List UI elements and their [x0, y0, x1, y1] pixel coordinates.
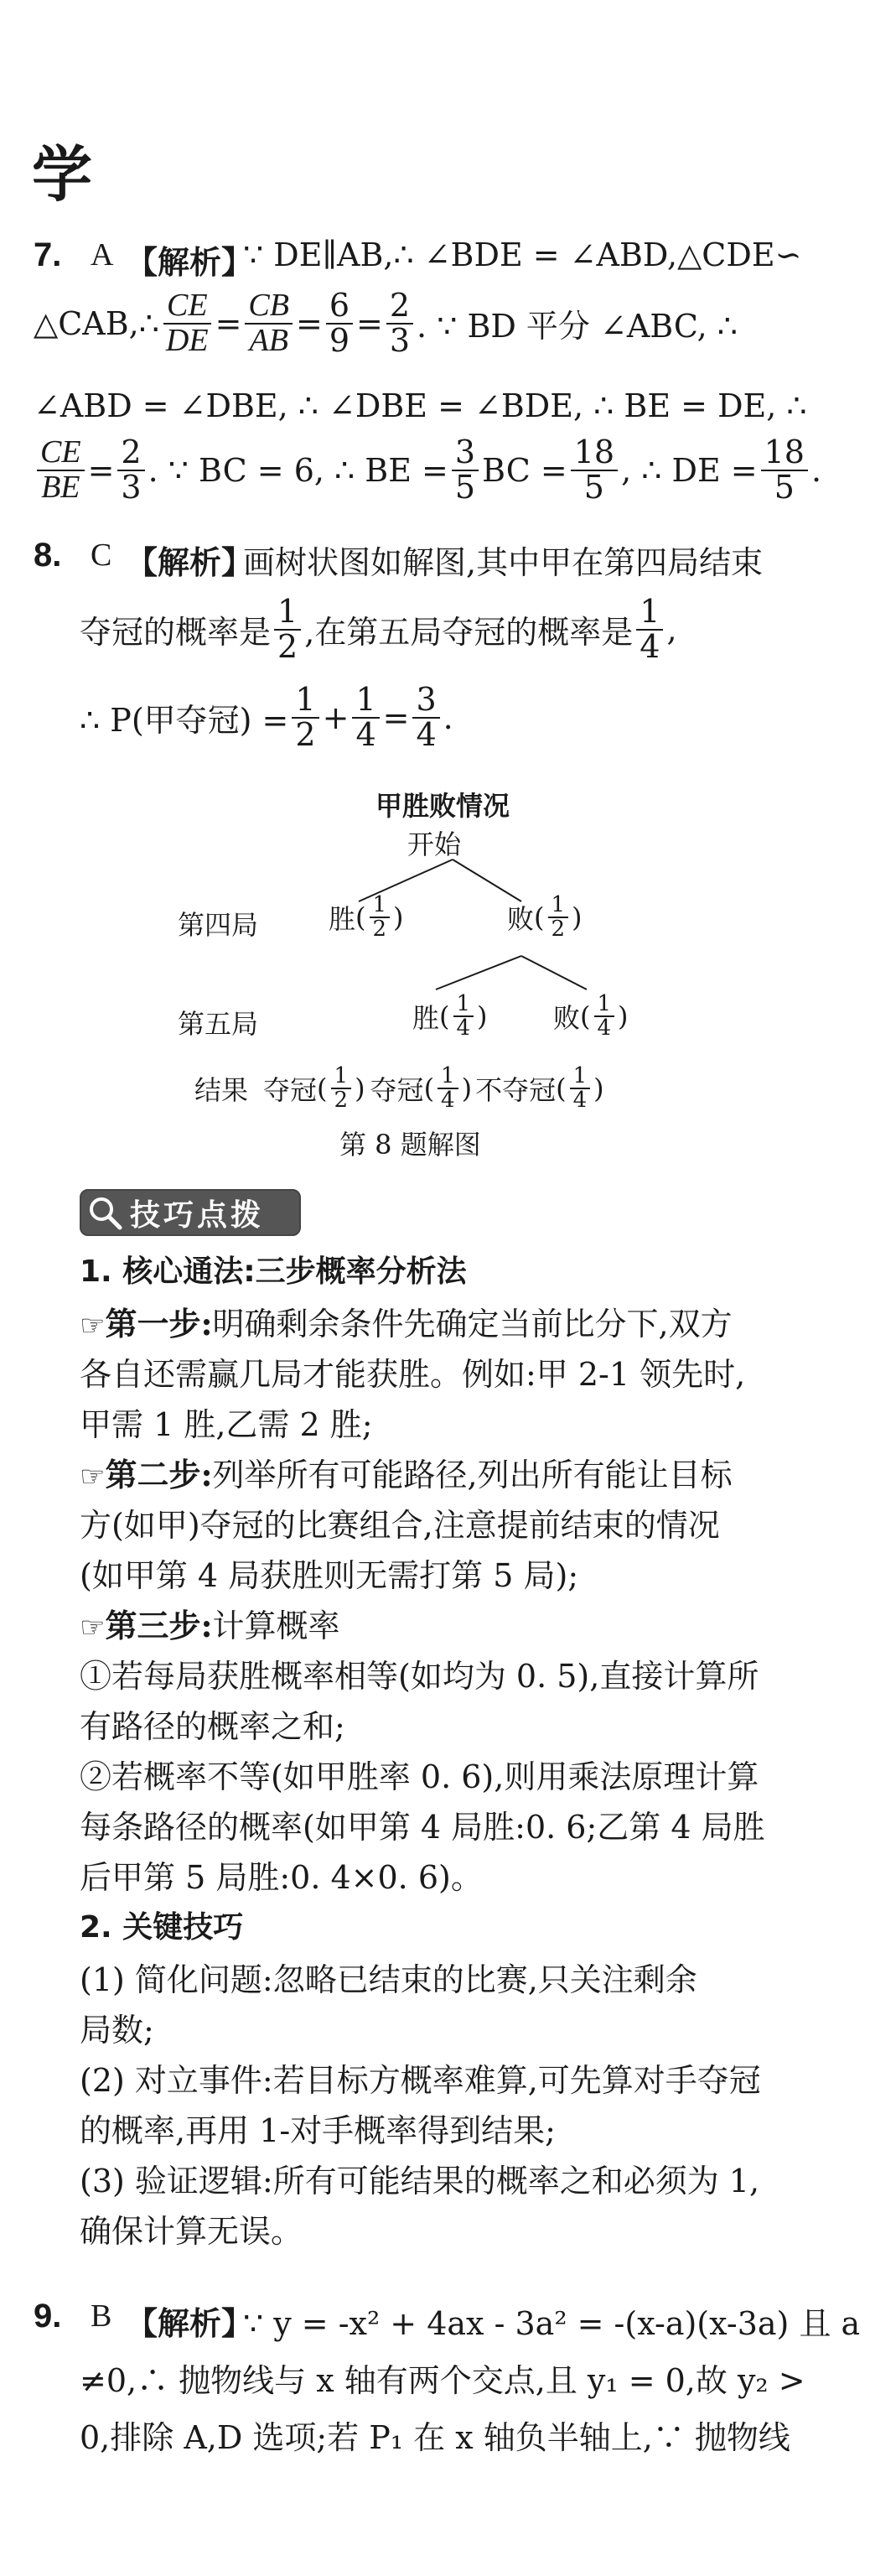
frac-numerator: 1: [548, 894, 569, 918]
prob-quarter: [594, 993, 615, 1041]
prob-quarter: [438, 1065, 458, 1113]
tip1-line1: (1) 简化问题:忽略已结束的比赛,只关注剩余: [80, 1961, 697, 1998]
frac-denominator: 2: [334, 1088, 349, 1114]
step1-label: 第一步:: [105, 1305, 213, 1343]
q8-line2-tail: ,: [666, 610, 677, 648]
step3-text: 计算概率: [212, 1607, 340, 1644]
q9-analysis-tag: 【解析】: [126, 2304, 254, 2342]
step1-line1: [80, 1298, 733, 1344]
q8-line2-mid: ,在第五局夺冠的概率是: [304, 614, 634, 652]
q7-line4-de: , ∴ DE =: [621, 451, 758, 489]
tips-badge: [80, 1189, 301, 1236]
tips-section2-title: 2. 关键技巧: [80, 1910, 244, 1945]
case2-line1: ②若概率不等(如甲胜率 0. 6),则用乘法原理计算: [80, 1758, 759, 1795]
paren-close: ): [355, 1072, 365, 1105]
frac-numerator: 1: [274, 595, 301, 631]
result-row: [194, 1065, 604, 1113]
tip2-line2: 的概率,再用 1-对手概率得到结果;: [80, 2112, 556, 2149]
step2-line3: (如甲第 4 局获胜则无需打第 5 局);: [80, 1557, 579, 1594]
frac-denominator: 2: [277, 627, 298, 665]
row4-label: 第四局: [178, 909, 259, 941]
frac-numerator: 3: [452, 436, 479, 471]
subject-header: 学: [32, 139, 93, 210]
frac-denominator: 4: [597, 1015, 612, 1041]
frac-denominator: 3: [389, 321, 411, 359]
q8-line1: 画树状图如解图,其中甲在第四局结束: [243, 544, 764, 581]
frac-denominator: BE: [41, 469, 80, 505]
q9-answer: B: [91, 2298, 112, 2334]
frac-denominator: 4: [572, 1088, 588, 1114]
q8-analysis-tag: 【解析】: [126, 543, 254, 581]
frac-numerator: 6: [326, 289, 353, 325]
frac-denominator: 4: [416, 715, 437, 753]
frac-numerator: 1: [453, 993, 474, 1017]
frac-numerator: 1: [570, 1065, 591, 1089]
prob-quarter: [570, 1065, 591, 1113]
frac-numerator: 1: [292, 683, 318, 719]
frac-numerator: 1: [636, 595, 663, 631]
frac-numerator: 3: [412, 683, 439, 719]
result-label: 结果: [194, 1074, 249, 1107]
frac-denominator: 4: [441, 1088, 455, 1114]
paren-close: ): [618, 1000, 629, 1033]
branch-lose-win: [436, 956, 521, 989]
frac-numerator: 2: [117, 436, 144, 471]
tree-caption: 第 8 题解图: [339, 1129, 481, 1161]
prob-half: [331, 1065, 352, 1113]
q7-analysis-tag: 【解析】: [126, 243, 254, 281]
frac-numerator: 1: [331, 1065, 352, 1089]
tip3-line1: (3) 验证逻辑:所有可能结果的概率之和必须为 1,: [80, 2163, 760, 2199]
frac-denominator: DE: [165, 322, 209, 358]
paren-open: (: [580, 1000, 591, 1033]
paren-close: ): [393, 901, 404, 934]
frac-denominator: 9: [329, 321, 350, 359]
step2-line1: [80, 1449, 733, 1495]
case1-line2: 有路径的概率之和;: [80, 1708, 345, 1745]
paren-open: (: [317, 1072, 328, 1105]
row4-win: [329, 894, 404, 942]
row5-lose: [553, 993, 629, 1041]
q9-line1: ∵ y = -x² + 4ax - 3a² = -(x-a)(x-3a) 且 a: [243, 2305, 861, 2342]
q7-line4-bc: BC =: [482, 451, 567, 489]
branch-lose-lose: [521, 956, 587, 989]
magnifier-icon: [85, 1192, 125, 1233]
frac-numerator: 1: [352, 683, 379, 719]
case2-line3: 后甲第 5 局胜:0. 4×0. 6)。: [80, 1859, 483, 1896]
row5-label: 第五局: [178, 1008, 259, 1040]
lose-label: 败: [553, 1002, 581, 1035]
frac-numerator: 2: [386, 289, 413, 325]
step1-line2: 各自还需赢几局才能获胜。例如:甲 2-1 领先时,: [80, 1356, 746, 1393]
q9-number: 9.: [34, 2298, 62, 2334]
q7-line1: ∵ DE∥AB,∴ ∠BDE = ∠ABD,△CDE∽: [243, 236, 802, 273]
q8-line3-lead: ∴ P(甲夺冠) =: [80, 702, 289, 740]
step1-text: 明确剩余条件先确定当前比分下,双方: [212, 1306, 733, 1343]
paren-close: ): [477, 1000, 488, 1033]
prob-half: [548, 894, 569, 942]
frac-numerator: CE: [163, 289, 211, 325]
paren-open: (: [355, 901, 366, 934]
q9-line2: ≠0,∴ 抛物线与 x 轴有两个交点,且 y₁ = 0,故 y₂ >: [80, 2362, 805, 2399]
step2-text: 列举所有可能路径,列出所有能让目标: [212, 1457, 733, 1493]
pointing-hand-icon: ☞: [80, 1611, 106, 1644]
period: .: [810, 451, 822, 489]
q7-line4-mid: . ∵ BC = 6, ∴ BE =: [148, 451, 448, 489]
frac-numerator: 18: [571, 436, 618, 471]
frac-numerator: 18: [761, 436, 808, 471]
period: .: [443, 699, 453, 736]
q7-number: 7.: [34, 236, 62, 273]
case2-line2: 每条路径的概率(如甲第 4 局胜:0. 6;乙第 4 局胜: [80, 1809, 765, 1846]
q8-answer: C: [91, 538, 112, 573]
equals: =: [382, 699, 410, 736]
q7-line2-tail: . ∵ BD 平分 ∠ABC, ∴: [417, 308, 738, 345]
plus: +: [322, 699, 350, 736]
q8-number: 8.: [34, 537, 62, 574]
q8-line2-lead: 夺冠的概率是: [80, 614, 272, 652]
frac-denominator: 2: [295, 715, 316, 753]
frac-denominator: 3: [121, 468, 142, 506]
row5-win: [412, 993, 488, 1041]
row4-lose: [507, 894, 583, 942]
paren-open: (: [423, 1072, 435, 1105]
pointing-hand-icon: ☞: [80, 1460, 106, 1493]
prob-quarter: [453, 993, 474, 1041]
q7-answer: A: [91, 237, 114, 273]
frac-numerator: 1: [438, 1065, 458, 1089]
frac-numerator: 1: [594, 993, 615, 1017]
champ-label: 夺冠: [370, 1074, 424, 1107]
champ-label: 夺冠: [263, 1074, 318, 1107]
step2-label: 第二步:: [105, 1456, 213, 1493]
paren-close: ): [593, 1072, 604, 1105]
frac-denominator: 5: [583, 468, 604, 506]
paren-close: ): [572, 901, 583, 934]
frac-numerator: CE: [37, 436, 85, 471]
frac-denominator: 5: [454, 468, 476, 506]
frac-denominator: 4: [355, 715, 376, 753]
step3-label: 第三步:: [105, 1607, 213, 1644]
q7-line3: ∠ABD = ∠DBE, ∴ ∠DBE = ∠BDE, ∴ BE = DE, ∴: [34, 387, 807, 424]
equals: =: [87, 451, 115, 489]
frac-denominator: 2: [551, 917, 566, 943]
frac-numerator: CB: [245, 289, 293, 325]
step2-line2: 方(如甲)夺冠的比赛组合,注意提前结束的情况: [80, 1507, 720, 1544]
pointing-hand-icon: ☞: [80, 1309, 106, 1343]
win-label: 胜: [329, 903, 356, 936]
prob-half: [370, 894, 391, 942]
tip1-line2: 局数;: [80, 2012, 154, 2049]
equals: =: [356, 304, 383, 342]
tip2-line1: (2) 对立事件:若目标方概率难算,可先算对手夺冠: [80, 2062, 761, 2099]
paren-close: ): [461, 1072, 473, 1105]
frac-denominator: 5: [774, 468, 795, 506]
q7-line2-lead: △CAB,∴: [34, 304, 159, 342]
paren-open: (: [556, 1072, 567, 1105]
step1-line3: 甲需 1 胜,乙需 2 胜;: [80, 1406, 373, 1443]
equals: =: [215, 304, 242, 342]
lose-label: 败: [507, 903, 535, 936]
tip3-line2: 确保计算无误。: [80, 2213, 303, 2250]
tree-root: 开始: [407, 828, 462, 860]
frac-denominator: 4: [456, 1015, 471, 1041]
frac-numerator: 1: [370, 894, 391, 918]
equals: =: [295, 304, 323, 342]
q9-line3: 0,排除 A,D 选项;若 P₁ 在 x 轴负半轴上,∵ 抛物线: [80, 2419, 790, 2456]
case1-line1: ①若每局获胜概率相等(如均为 0. 5),直接计算所: [80, 1658, 759, 1695]
step3-line1: [80, 1600, 340, 1646]
tree-title: 甲胜败情况: [375, 790, 510, 822]
tips-section1-title: 1. 核心通法:三步概率分析法: [80, 1254, 467, 1289]
win-label: 胜: [412, 1002, 440, 1035]
tips-badge-label: 技巧点拨: [130, 1197, 265, 1233]
frac-denominator: 2: [372, 917, 387, 943]
frac-denominator: AB: [249, 322, 288, 358]
paren-open: (: [439, 1000, 450, 1033]
frac-denominator: 4: [640, 627, 660, 665]
paren-open: (: [534, 901, 545, 934]
not-champ-label: 不夺冠: [475, 1074, 557, 1107]
